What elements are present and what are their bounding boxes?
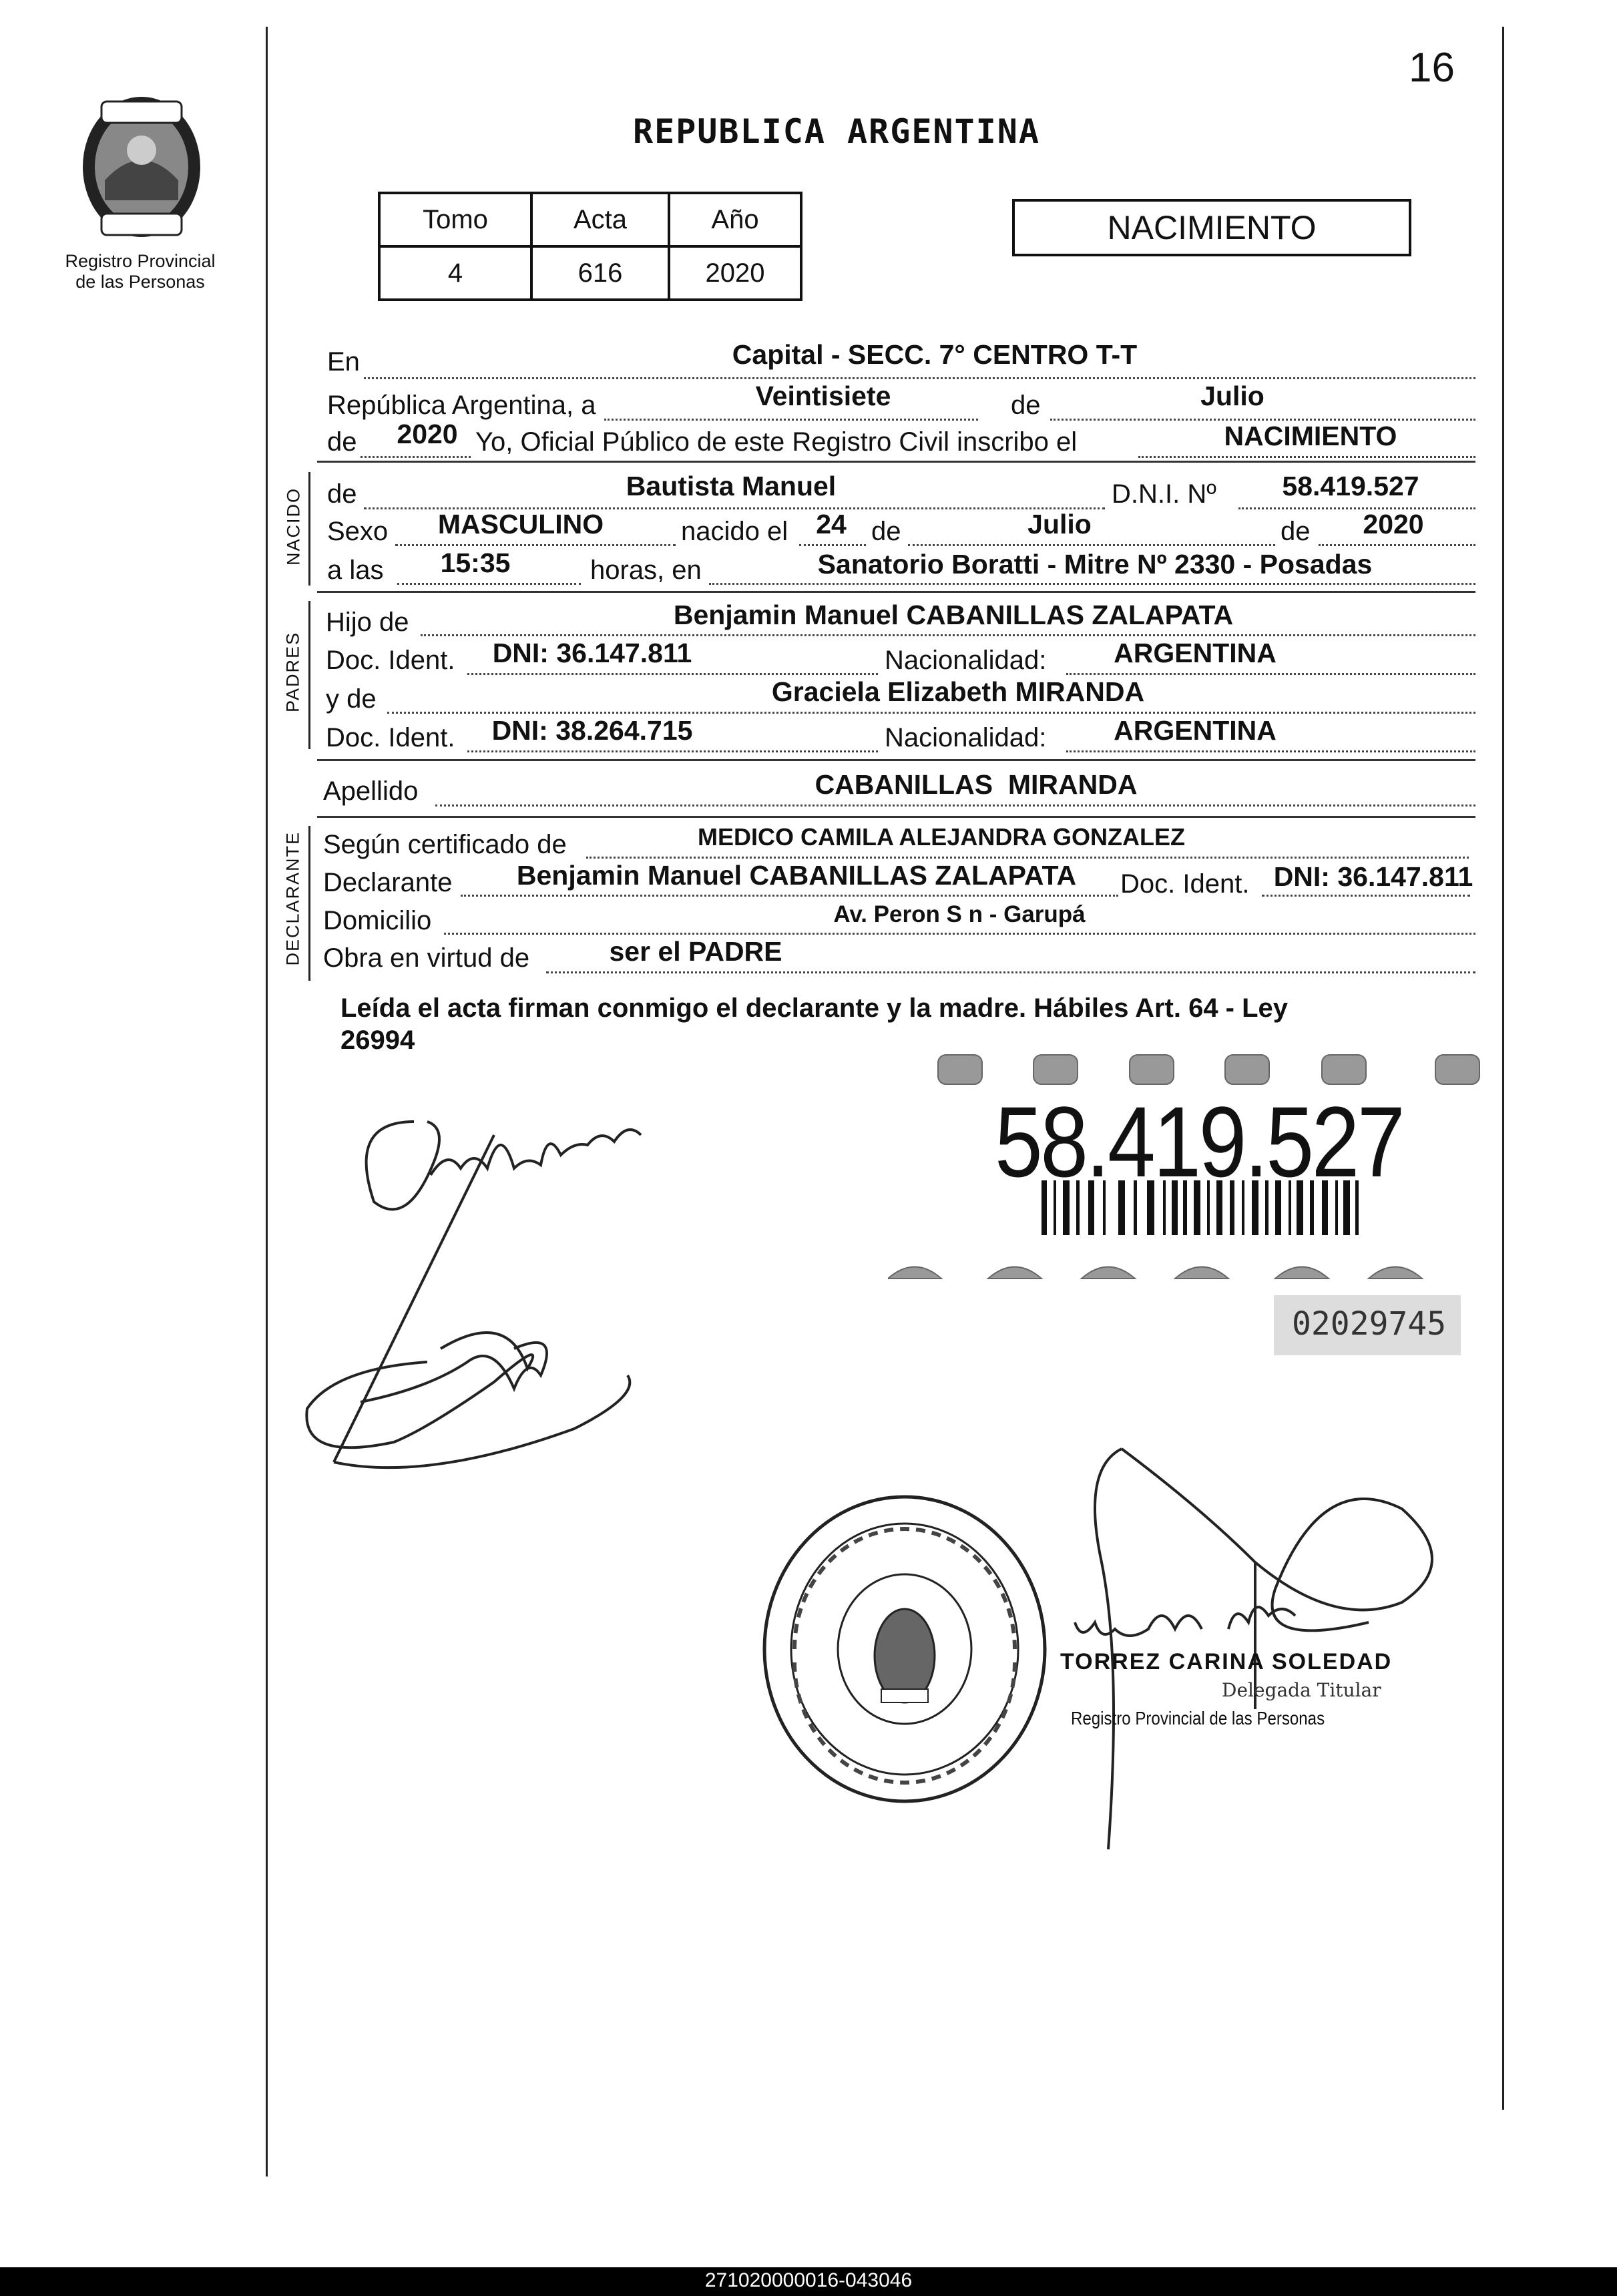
horas-label: horas, en [590,555,702,585]
section-label-nacido: NACIDO [283,487,304,566]
dotted-line [546,971,1475,973]
segun-label: Según certificado de [323,830,567,859]
right-margin-line [1502,27,1504,2110]
yde-label: y de [326,684,377,714]
mother-nationality-value: ARGENTINA [1114,715,1277,746]
closing-text-line2: 26994 [340,1025,415,1055]
certificate-value: MEDICO CAMILA ALEJANDRA GONZALEZ [698,823,1185,851]
sexo-value: MASCULINO [437,509,604,539]
official-text: Yo, Oficial Público de este Registro Civil inscribo el [475,427,1078,457]
dni-sticker-number: 58.419.527 [995,1086,1403,1198]
declarante-label: Declarante [323,868,453,897]
official-stamp [754,1489,1055,1809]
section-label-padres: PADRES [282,631,303,713]
official-name: TORREZ CARINA SOLEDAD [1060,1649,1393,1674]
value-tomo: 4 [379,246,531,300]
dotted-line [467,750,878,752]
alas-label: a las [327,555,384,585]
doc-label: Doc. Ident. [326,646,455,675]
header-tomo: Tomo [379,193,531,246]
birth-month-value: Julio [1027,509,1092,539]
dotted-line [1066,750,1475,752]
header-anio: Año [669,193,801,246]
nacionalidad-label-2: Nacionalidad: [885,723,1047,752]
page-title: REPUBLICA ARGENTINA [633,112,1040,151]
dotted-line [604,419,978,421]
nacido-de-label: de [327,479,357,509]
official-signature-scribble [1055,1429,1469,1856]
section-bracket [308,826,310,981]
time-value: 15:35 [440,547,511,578]
en-value: Capital - SECC. 7° CENTRO T-T [732,339,1138,370]
section-divider [317,591,1475,593]
official-org: Registro Provincial de las Personas [1071,1708,1325,1729]
de-label-2: de [871,517,901,546]
dotted-line [908,544,1275,546]
declarant-name-value: Benjamin Manuel CABANILLAS ZALAPATA [516,860,1077,891]
dotted-line [709,583,1475,585]
dotted-line [397,583,581,585]
dotted-line [461,895,1118,897]
de-label-3: de [1281,517,1311,546]
declarant-doc-label: Doc. Ident. [1120,869,1250,899]
header-acta: Acta [531,193,669,246]
dotted-line [387,712,1475,714]
section-divider [317,816,1475,818]
birth-day-value: 24 [816,509,847,539]
mother-name-value: Graciela Elizabeth MIRANDA [771,676,1145,707]
section-bracket [308,472,310,586]
nacionalidad-label: Nacionalidad: [885,646,1047,675]
dotted-line [1262,895,1470,897]
section-divider [317,759,1475,761]
address-value: Av. Peron S n - Garupá [833,901,1086,927]
nacido-el-label: nacido el [681,517,788,546]
republica-label: República Argentina, a [327,391,596,420]
year-value: 2020 [397,419,458,449]
section-bracket [308,601,310,749]
section-divider [317,461,1475,463]
mother-doc-value: DNI: 38.264.715 [491,715,693,746]
left-margin-line [266,27,268,2176]
dotted-line [395,544,676,546]
dotted-line [435,805,1475,807]
surname-value: CABANILLAS MIRANDA [815,769,1138,800]
father-nationality-value: ARGENTINA [1114,638,1277,668]
dotted-line [444,933,1475,935]
dotted-line [467,673,878,675]
obra-label: Obra en virtud de [323,943,530,973]
father-name-value: Benjamin Manuel CABANILLAS ZALAPATA [673,600,1234,630]
dotted-line [1138,456,1475,458]
child-name-value: Bautista Manuel [626,471,837,501]
section-label-declarante: DECLARANTE [282,831,303,966]
father-doc-value: DNI: 36.147.811 [492,638,692,668]
apellido-label: Apellido [323,776,419,806]
declarant-signature [294,1082,734,1482]
value-anio: 2020 [669,246,801,300]
birth-place-value: Sanatorio Boratti - Mitre Nº 2330 - Posadas [817,549,1373,580]
en-label: En [327,347,360,377]
dotted-line [361,456,471,458]
dotted-line [799,544,866,546]
dotted-line [421,634,1475,636]
record-type-box: NACIMIENTO [1012,199,1411,256]
dotted-line [1066,673,1475,675]
dotted-line [1238,507,1475,509]
dotted-line [586,857,1469,859]
footer-code: 271020000016-043046 [704,2269,913,2291]
official-role: Delegada Titular [1222,1679,1381,1701]
dni-label: D.N.I. Nº [1112,479,1216,509]
dotted-line [364,377,1475,379]
record-table [378,192,802,301]
de2-label: de [327,427,357,457]
month-value: Julio [1200,381,1264,411]
de-label: de [1011,391,1041,420]
page-number: 16 [1409,45,1455,91]
sexo-label: Sexo [327,517,389,546]
doc-label-2: Doc. Ident. [326,723,455,752]
province-seal-logo [75,87,208,247]
closing-text-line1: Leída el acta firman conmigo el declarante y la madre. Hábiles Art. 64 - Ley [340,993,1289,1023]
hijo-label: Hijo de [326,608,409,637]
reason-value: ser el PADRE [609,936,782,967]
serial-number: 02029745 [1292,1305,1447,1343]
domicilio-label: Domicilio [323,906,432,935]
inscribe-value: NACIMIENTO [1224,421,1397,451]
child-dni-value: 58.419.527 [1282,471,1419,501]
birth-year-value: 2020 [1363,509,1424,539]
value-acta: 616 [531,246,669,300]
logo-caption: Registro Provincial de las Personas [65,251,216,292]
declarant-doc-value: DNI: 36.147.811 [1273,861,1473,892]
day-value: Veintisiete [755,381,891,411]
dotted-line [1319,544,1475,546]
